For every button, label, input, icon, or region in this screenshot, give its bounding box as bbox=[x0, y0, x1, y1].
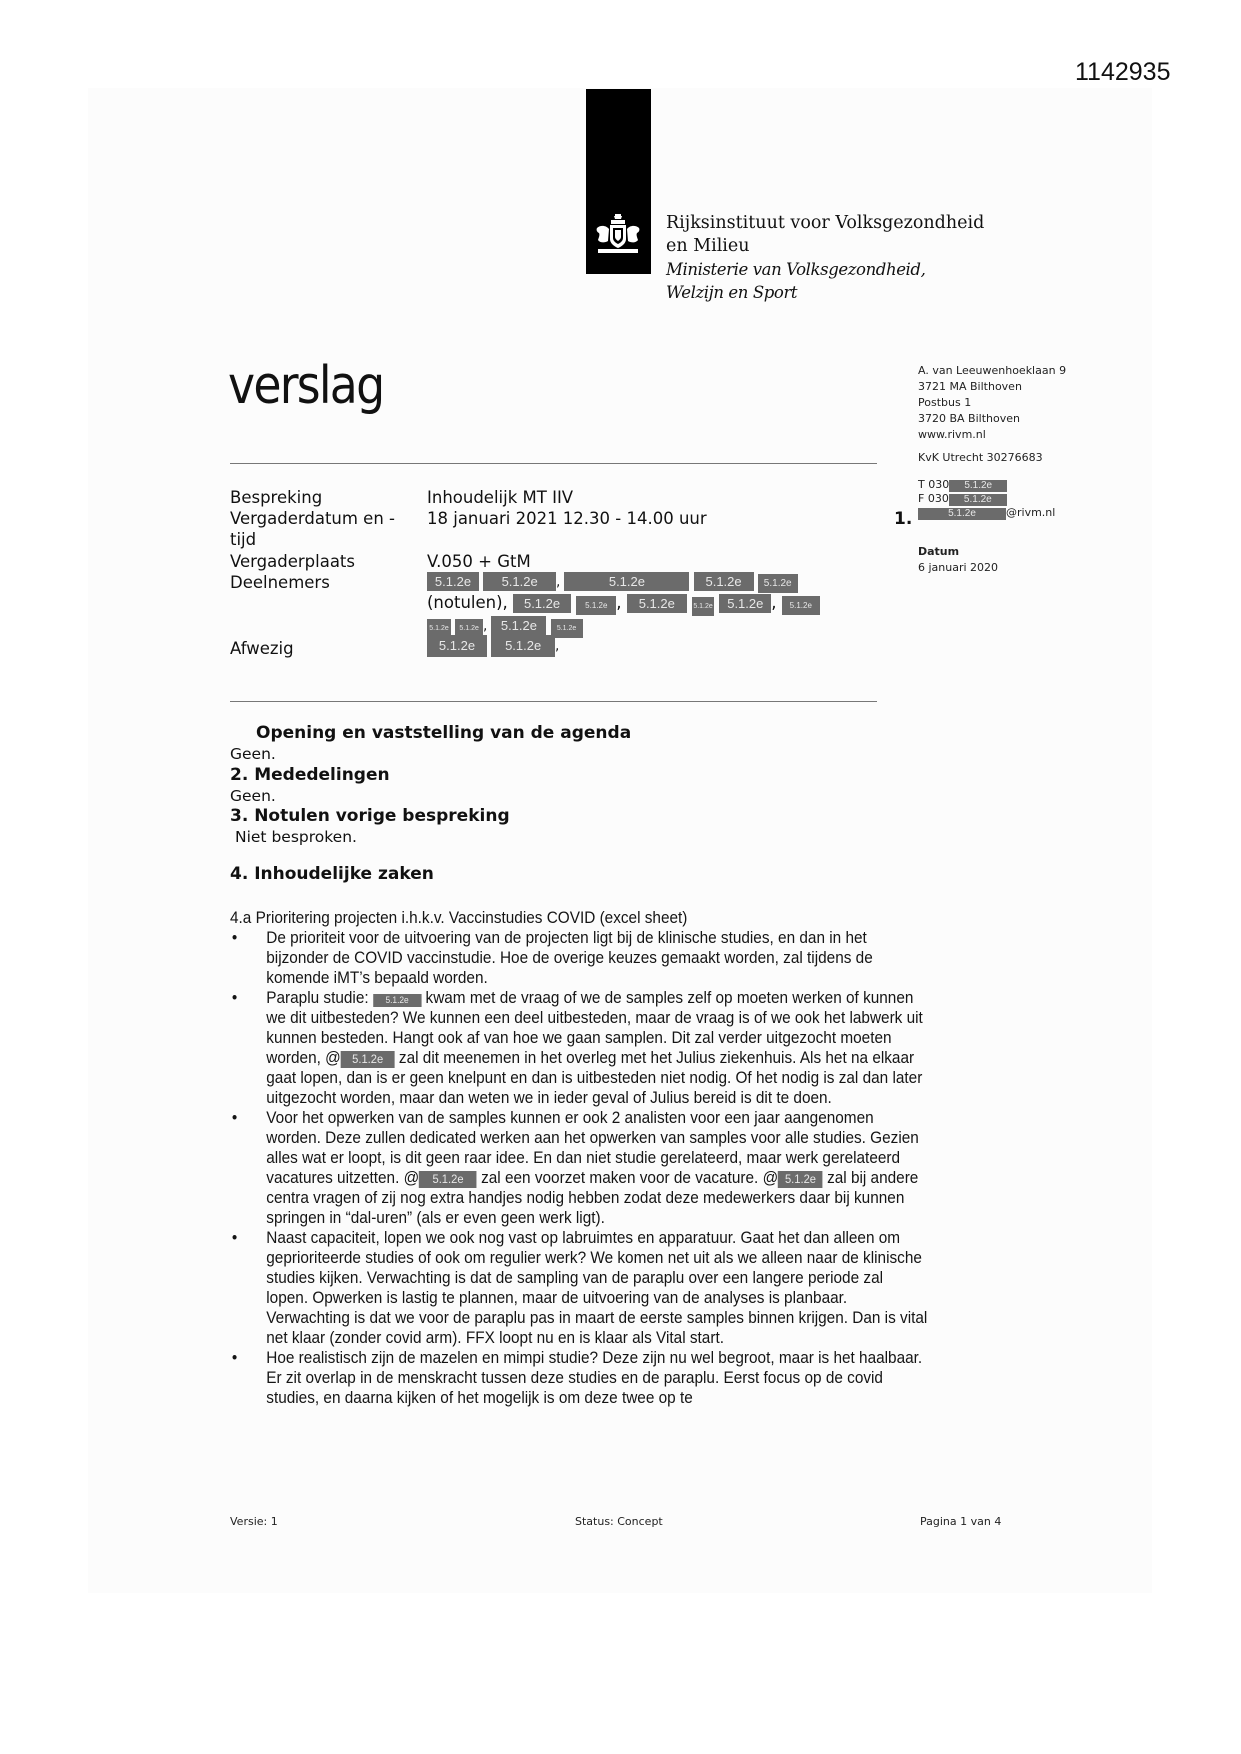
vergaderdatum-label-cont: tijd bbox=[230, 530, 257, 549]
section-4a bbox=[230, 908, 928, 1408]
section-4a-bullets bbox=[230, 928, 928, 1408]
bespreking-value: Inhoudelijk MT IIV bbox=[427, 488, 574, 507]
vergaderplaats-label: Vergaderplaats bbox=[230, 552, 355, 571]
kvk-number: KvK Utrecht 30276683 bbox=[918, 451, 1043, 464]
datum-value: 6 januari 2020 bbox=[918, 561, 999, 574]
redaction: 5.1.2e bbox=[778, 1171, 823, 1188]
address-postbus: Postbus 1 bbox=[918, 396, 972, 409]
footer-status: Status: Concept bbox=[575, 1515, 663, 1528]
footer-page: Pagina 1 van 4 bbox=[920, 1515, 1002, 1528]
redaction: 5.1.2e bbox=[419, 1171, 477, 1188]
redaction: 5.1.2e bbox=[455, 619, 483, 638]
redaction: 5.1.2e bbox=[918, 508, 1006, 520]
list-item: • Hoe realistisch zijn de mazelen en mimpi studie? Deze zijn nu wel begroot, maar is het haalbaar. Er zit overlap in de menskracht tussen deze studies en de paraplu. Eerst focus op de covid studies, en daarna kijken of het mogelijk is om deze twee op te bbox=[230, 1348, 928, 1408]
redaction: 5.1.2e bbox=[949, 480, 1007, 492]
list-item: • Paraplu studie: 5.1.2e kwam met de vraag of we de samples zelf op moeten werken of kunnen we dit uitbesteden? We kunnen een deel uitbesteden, maar de vraag is of we ook het labwerk uit kunnen besteden. Hangt ook af van hoe we gaan samplen. Dit zal verder uitgezocht moeten worden, @ 5.1.2e zal dit meenemen in het overleg met het Julius ziekenhuis. Als het na elkaar gaat lopen, dan is er geen knelpunt en dan is uitbesteden niet nodig. Of het nodig is zal dan later uitgezocht worden, maar dan weten we in ieder geval of Julius bereid is dit te doen. bbox=[230, 988, 928, 1108]
redaction: 5.1.2e bbox=[513, 594, 571, 613]
org-line-1: Rijksinstituut voor Volksgezondheid bbox=[666, 213, 985, 233]
redaction: 5.1.2e bbox=[427, 619, 451, 638]
redaction: 5.1.2e bbox=[341, 1051, 395, 1068]
redaction: 5.1.2e bbox=[491, 616, 546, 635]
redaction: 5.1.2e bbox=[576, 596, 616, 615]
vergaderdatum-label: Vergaderdatum en - bbox=[230, 509, 395, 528]
document-title: verslag bbox=[228, 356, 384, 416]
email-line: 5.1.2e @rivm.nl bbox=[918, 506, 1066, 520]
footer-version: Versie: 1 bbox=[230, 1515, 278, 1528]
agenda-heading-1: Opening en vaststelling van de agenda bbox=[256, 723, 632, 743]
bespreking-label: Bespreking bbox=[230, 488, 323, 507]
redaction: 5.1.2e bbox=[564, 572, 689, 591]
redaction: 5.1.2e bbox=[491, 635, 555, 657]
list-item: • De prioriteit voor de uitvoering van de projecten ligt bij de klinische studies, en dan in het bijzonder de COVID vaccinstudie. Hoe de overige keuzes gemaakt worden, zal tijdens de komende iMT’s bepaald worden. bbox=[230, 928, 928, 988]
document-id: 1142935 bbox=[1075, 58, 1171, 86]
address-postbus-city: 3720 BA Bilthoven bbox=[918, 412, 1020, 425]
afwezig-value: 5.1.2e 5.1.2e , bbox=[427, 635, 559, 658]
coat-of-arms-icon bbox=[594, 214, 642, 258]
vergaderdatum-value: 18 januari 2021 12.30 - 14.00 uur bbox=[427, 509, 707, 528]
vergaderplaats-value: V.050 + GtM bbox=[427, 552, 531, 571]
list-item: • Naast capaciteit, lopen we ook nog vast op labruimtes en apparatuur. Gaat het dan alleen om geprioriteerde studies of ook om regulier werk? We komen net uit als we alleen naar de klinische studies kijken. Verwachting is dat de sampling van de paraplu over een langere periode zal lopen. Opwerken is lastig te plannen, maar de uitvoering van de analyses is planbaar. Verwachting is dat we voor de paraplu pas in maart de eerste samples binnen krijgen. Dan is vital net klaar (zonder covid arm). FFX loopt nu en is klaar als Vital start. bbox=[230, 1228, 928, 1348]
redaction: 5.1.2e bbox=[692, 597, 714, 616]
rijksoverheid-logo-bar bbox=[586, 89, 651, 274]
afwezig-label: Afwezig bbox=[230, 639, 294, 658]
redaction: 5.1.2e bbox=[551, 619, 583, 638]
agenda-text-3: Niet besproken. bbox=[235, 828, 357, 846]
redaction: 5.1.2e bbox=[373, 994, 421, 1007]
org-line-2: en Milieu bbox=[666, 236, 750, 256]
divider-bottom bbox=[230, 701, 877, 702]
website-link[interactable]: www.rivm.nl bbox=[918, 428, 986, 441]
agenda-heading-3: 3. Notulen vorige bespreking bbox=[230, 806, 510, 826]
redaction: 5.1.2e bbox=[694, 572, 754, 591]
agenda-text-1: Geen. bbox=[230, 745, 276, 763]
list-marker: 1. bbox=[894, 509, 913, 529]
deelnemers-label: Deelnemers bbox=[230, 573, 330, 592]
section-4a-title: 4.a Prioritering projecten i.h.k.v. Vaccinstudies COVID (excel sheet) bbox=[230, 909, 688, 927]
agenda-heading-2: 2. Mededelingen bbox=[230, 764, 390, 785]
redaction: 5.1.2e bbox=[719, 594, 771, 613]
agenda bbox=[230, 723, 980, 885]
address-city: 3721 MA Bilthoven bbox=[918, 380, 1022, 393]
deelnemers-value: 5.1.2e 5.1.2e , 5.1.2e 5.1.2e 5.1.2e (notulen), 5.1.2e 5.1.2e , 5.1.2e 5.1.2e 5.1.2e , 5.1.2e 5.1.2e 5.1.2e , 5.1.2e 5.1.2e bbox=[427, 572, 820, 638]
address-block bbox=[918, 363, 1066, 576]
redaction: 5.1.2e bbox=[758, 574, 798, 593]
address-street: A. van Leeuwenhoeklaan 9 bbox=[918, 364, 1067, 377]
fax-line: F 030 5.1.2e bbox=[918, 492, 1066, 506]
agenda-text-2: Geen. bbox=[230, 786, 276, 805]
ministry-line-1: Ministerie van Volksgezondheid, bbox=[666, 260, 926, 279]
organization-name bbox=[666, 212, 984, 304]
redaction: 5.1.2e bbox=[949, 494, 1007, 506]
redaction: 5.1.2e bbox=[627, 594, 687, 613]
agenda-heading-4: 4. Inhoudelijke zaken bbox=[230, 863, 434, 884]
datum-label: Datum bbox=[918, 545, 960, 558]
divider-top bbox=[230, 463, 877, 464]
phone-line: T 030 5.1.2e bbox=[918, 478, 1066, 492]
redaction: 5.1.2e bbox=[782, 596, 820, 615]
redaction: 5.1.2e bbox=[427, 635, 487, 657]
redaction: 5.1.2e bbox=[427, 572, 479, 591]
redaction: 5.1.2e bbox=[483, 572, 556, 591]
list-item: • Voor het opwerken van de samples kunnen er ook 2 analisten voor een jaar aangenomen worden. Deze zullen dedicated werken aan het opwerken van samples voor alle studies. Gezien alles wat er loopt, is dit geen raar idee. En dan niet studie gerelateerd, maar werk gerelateerd vacatures uitzetten. @ 5.1.2e zal een voorzet maken voor de vacature. @ 5.1.2e zal bij andere centra vragen of zij nog extra handjes nodig hebben zodat deze medewerkers daar bij kunnen springen in “dal-uren” (als er even geen werk ligt). bbox=[230, 1108, 928, 1228]
ministry-line-2: Welzijn en Sport bbox=[666, 283, 798, 302]
